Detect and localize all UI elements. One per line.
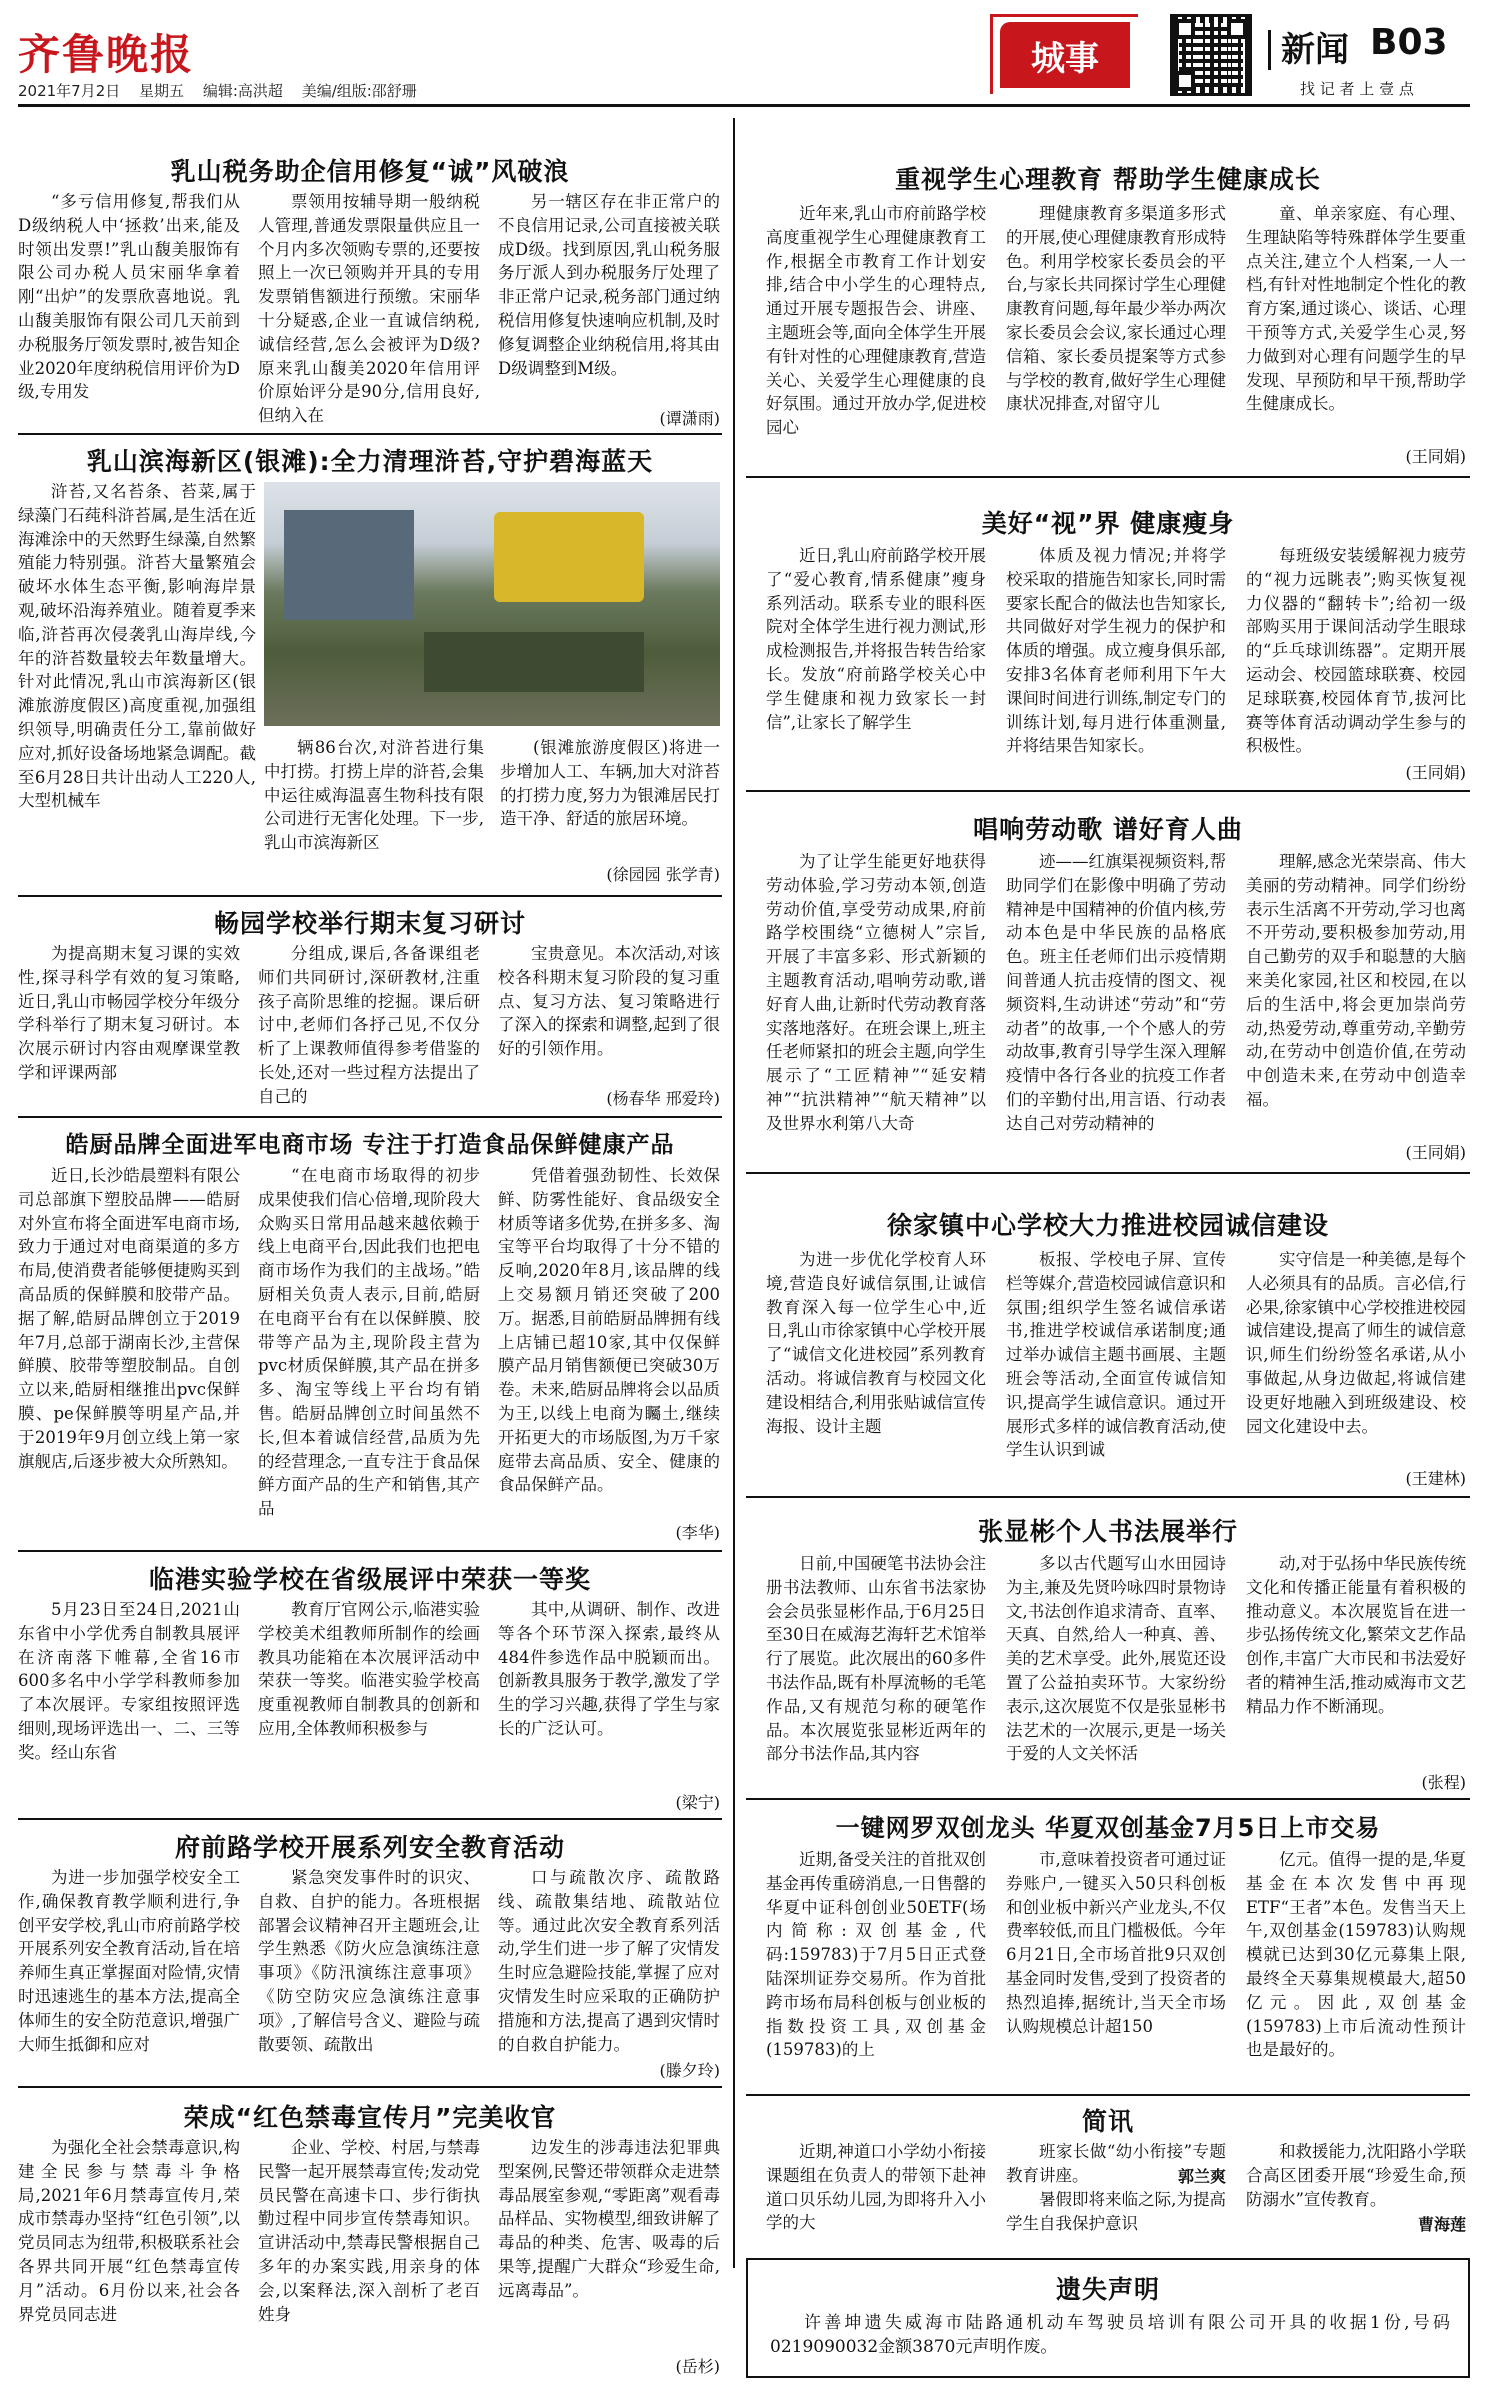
- headline-vision: 美好“视”界 健康瘦身: [981, 509, 1235, 538]
- etf-col1: 近期,备受关注的首批双创基金再传重磅消息,一日售罄的华夏中证科创创业50ETF(场内简称:双创基金,代码:159783)于7月5日正式登陆深圳证券交易所。作为首批跨市场布局科创板与创业板的指数投资工具,双创基金(159783)的上: [766, 1850, 986, 2060]
- divider: [746, 1798, 1470, 1800]
- issue-date: 2021年7月2日: [18, 82, 121, 100]
- drug-col1: 为强化全社会禁毒意识,构建全民参与禁毒斗争格局,2021年6月禁毒宣传月,荣成市禁毒办坚持“红色引领”,以党员同志为纽带,积极联系社会各界共同开展“红色禁毒宣传月”活动。6月份以来,社会各界党员同志进: [18, 2138, 240, 2324]
- brief-col3: 和救援能力,沈阳路小学联合高区团委开展“珍爱生命,预防溺水”宣传教育。: [1246, 2142, 1466, 2209]
- masthead-meta: [18, 80, 431, 101]
- brief-byline-2: 曹海莲: [1417, 2215, 1466, 2234]
- headline-lingang: 临港实验学校在省级展评中荣获一等奖: [148, 1565, 591, 1594]
- labor-col1: 为了让学生能更好地获得劳动体验,学习劳动本领,创造劳动价值,享受劳动成果,府前路学校围绕“立德树人”宗旨,开展了丰富多彩、形式新颖的主题教育活动,唱响劳动歌,谱好育人曲,让新时代劳动教育落实落地落好。在班会课上,班主任老师紧扣的班会主题,向学生展示了“工匠精神”“延安精神”“抗洪精神”“航天精神”以及世界水利第八大奇: [766, 852, 986, 1133]
- calligraphy-byline: (张程): [1421, 1773, 1466, 1792]
- calligraphy-col3: 动,对于弘扬中华民族传统文化和传播正能量有着积极的推动意义。本次展览旨在进一步弘扬传统文化,繁荣文艺作品创作,丰富广大市民和书法爱好者的精神生活,推动威海市文艺精品力作不断涌现。: [1246, 1554, 1466, 1716]
- seaweed-cleanup-photo: [264, 482, 720, 726]
- lingang-col3: 其中,从调研、制作、改进等各个环节深入探索,最终从484件参选作品中脱颖而出。创新教具服务于教学,激发了学生的学习兴趣,获得了学生与家长的广泛认可。: [498, 1600, 720, 1738]
- drug-byline: (岳杉): [675, 2357, 720, 2376]
- headline-etf: 一键网罗双创龙头 华夏双创基金7月5日上市交易: [835, 1814, 1381, 1842]
- editor-credit: 编辑:高洪超: [202, 82, 283, 100]
- divider: [746, 476, 1470, 478]
- section-name: 新闻: [1268, 22, 1349, 71]
- vision-col3: 每班级安装缓解视力疲劳的“视力远眺表”;购买恢复视力仪器的“翻转卡”;给初一级部购买用于课间活动学生眼球的“乒乓球训练器”。定期开展运动会、校园篮球联赛、校园足球联赛,校园体育节,拔河比赛等体育活动调动学生参与的积极性。: [1246, 546, 1466, 756]
- vision-col2: 体质及视力情况;并将学校采取的措施告知家长,同时需要家长配合的做法也告知家长,共同做好对学生视力的保护和体质的增强。成立瘦身俱乐部,安排3名体育老师利用下午大课间时间进行训练,制定专门的训练计划,每月进行体重测量,并将结果告知家长。: [1006, 546, 1226, 756]
- changyuan-col1: 为提高期末复习课的实效性,探寻科学有效的复习策略,近日,乳山市畅园学校分年级分学科举行了期末复习研讨。本次展示研讨内容由观摩课堂教学和评课两部: [18, 944, 240, 1082]
- lost-notice-title: 遗失声明: [1055, 2275, 1160, 2304]
- tagline: 找 记 者 上 壹 点: [1300, 80, 1414, 98]
- xujia-col3: 实守信是一种美德,是每个人必须具有的品质。言必信,行必果,徐家镇中心学校推进校园诚信建设,提高了师生的诚信意识,师生们纷纷签名承诺,从小事做起,从身边做起,将诚信建设更好地融入到班级建设、校园文化建设中去。: [1246, 1250, 1466, 1436]
- brief-col2: 班家长做“幼小衔接”专题教育讲座。: [1006, 2142, 1226, 2185]
- divider: [18, 895, 722, 897]
- lingang-col2: 教育厅官网公示,临港实验学校美术组教师所制作的绘画教具功能箱在本次展评活动中荣获一等奖。临港实验学校高度重视教师自制教具的创新和应用,全体教师积极参与: [258, 1600, 480, 1738]
- fuqian-col3: 口与疏散次序、疏散路线、疏散集结地、疏散站位等。通过此次安全教育系列活动,学生们进一步了解了灾情发生时应急避险技能,掌握了应对灾情发生时应采取的正确防护措施和方法,提高了遇到灾情时的自救自护能力。: [498, 1868, 720, 2054]
- fuqian-byline: (滕夕玲): [659, 2061, 720, 2080]
- fuqian-col1: 为进一步加强学校安全工作,确保教育教学顺利进行,争创平安学校,乳山市府前路学校开展系列安全教育活动,旨在培养师生真正掌握面对险情,灾情时迅速逃生的基本方法,提高全体师生的安全防范意识,增强广大师生抵御和应对: [18, 1868, 240, 2054]
- haochu-byline: (李华): [675, 1523, 720, 1542]
- brief-col1: 近期,神道口小学幼小衔接课题组在负责人的带领下赴神道口贝乐幼儿园,为即将升入小学的大: [766, 2142, 986, 2233]
- designer-credit: 美编/组版:邵舒珊: [301, 82, 417, 100]
- haochu-col3: 凭借着强劲韧性、长效保鲜、防雾性能好、食品级安全材质等诸多优势,在拼多多、淘宝等平台均取得了十分不错的反响,2020年8月,该品牌的线上交易额月销还突破了200万。据悉,目前皓厨品牌拥有线上店铺已超10家,其中仅保鲜膜产品月销售额便已突破30万卷。未来,皓厨品牌将会以品质为王,以线上电商为矚土,继续开拓更大的市场版图,为万千家庭带去高品质、安全、健康的食品保鲜产品。: [498, 1166, 720, 1495]
- tax-byline: (谭潇雨): [659, 409, 720, 428]
- drug-col2: 企业、学校、村居,与禁毒民警一起开展禁毒宣传;发动党员民警在高速卡口、步行街执勤过程中同步宣传禁毒知识。宣讲活动中,禁毒民警根据自己多年的办案实践,用亲身的体会,以案释法,深入剖析了老百姓身: [258, 2138, 480, 2324]
- divider: [746, 1496, 1470, 1498]
- vision-byline: (王同娟): [1405, 763, 1466, 782]
- divider: [18, 433, 722, 435]
- tax-col1: “多亏信用修复,帮我们从D级纳税人中‘拯救’出来,能及时领出发票!”乳山馥美服饰有限公司办税人员宋丽华拿着刚“出炉”的发票欣喜地说。乳山馥美服饰有限公司几天前到办税服务厅领发票时,被告知企业2020年度纳税信用评价为D级,专用发: [18, 192, 240, 402]
- etf-col3: 亿元。值得一提的是,华夏基金在本次发售中再现ETF“王者”本色。发售当天上午,双创基金(159783)认购规模就已达到30亿元募集上限,最终全天募集规模最大,超50亿元。因此,双创基金(159783)上市后流动性预计也是最好的。: [1246, 1850, 1466, 2060]
- changyuan-col2: 分组成,课后,各备课组老师们共同研讨,深研教材,注重孩子高阶思维的挖掘。课后研讨中,老师们各抒己见,不仅分析了上课教师值得参考借鉴的长处,还对一些过程方法提出了自己的: [258, 944, 480, 1106]
- fuqian-col2: 紧急突发事件时的识灾、自救、自护的能力。各班根据部署会议精神召开主题班会,让学生熟悉《防火应急演练注意事项》《防汛演练注意事项》《防空防灾应急演练注意事项》,了解信号含义、避险与疏散要领、疏散出: [258, 1868, 480, 2054]
- lingang-byline: (梁宁): [675, 1793, 720, 1812]
- headline-haochu: 皓厨品牌全面进军电商市场 专注于打造食品保鲜健康产品: [65, 1132, 675, 1158]
- silver-byline: (徐园园 张学青): [606, 865, 720, 884]
- headline-xujia: 徐家镇中心学校大力推进校园诚信建设: [886, 1211, 1329, 1240]
- divider: [746, 790, 1470, 792]
- labor-col2: 迹——红旗渠视频资料,帮助同学们在影像中明确了劳动精神是中国精神的价值内核,劳动本色是中华民族的品格底色。班主任老师们出示疫情期间普通人抗击疫情的图文、视频资料,生动讲述“劳动”和“劳动者”的故事,一个个感人的劳动故事,教育引导学生深入理解疫情中各行各业的抗疫工作者们的辛勤付出,用言语、行动表达自己对劳动精神的: [1006, 852, 1226, 1133]
- headline-silver-beach: 乳山滨海新区(银滩):全力清理浒苔,守护碧海蓝天: [86, 447, 654, 476]
- divider: [18, 1550, 722, 1552]
- calligraphy-col1: 日前,中国硬笔书法协会注册书法教师、山东省书法家协会会员张显彬作品,于6月25日至30日在威海艺海轩艺术馆举行了展览。此次展出的60多件书法作品,既有朴厚流畅的毛笔作品,又有规范匀称的硬笔作品。本次展览张显彬近两年的部分书法作品,其内容: [766, 1554, 986, 1764]
- changyuan-col3: 宝贵意见。本次活动,对该校各科期末复习阶段的复习重点、复习方法、复习策略进行了深入的探索和调整,起到了很好的引领作用。: [498, 944, 720, 1059]
- haochu-col1: 近日,长沙皓晨塑料有限公司总部旗下塑胶品牌——皓厨对外宣布将全面进军电商市场,致力于通过对电商渠道的多方布局,使消费者能够便捷购买到高品质的保鲜膜和胶带产品。据了解,皓厨品牌创立于2019年7月,总部于湖南长沙,主营保鲜膜、胶带等塑胶制品。自创立以来,皓厨相继推出pvc保鲜膜、pe保鲜膜等明星产品,并于2019年9月创立线上第一家旗舰店,后逐步被大众所熟知。: [18, 1166, 240, 1471]
- labor-col3: 理解,感念光荣崇高、伟大美丽的劳动精神。同学们纷纷表示生活离不开劳动,学习也离不开劳动,要积极参加劳动,用自己勤劳的双手和聪慧的大脑来美化家园,社区和校园,在以后的生活中,将会更加崇尚劳动,热爱劳动,尊重劳动,辛勤劳动,在劳动中创造价值,在劳动中创造未来,在劳动中创造幸福。: [1246, 852, 1466, 1109]
- silver-col1: 浒苔,又名苔条、苔菜,属于绿藻门石莼科浒苔属,是生活在近海滩涂中的天然野生绿藻,自然繁殖能力特别强。浒苔大量繁殖会破坏水体生态平衡,影响海岸景观,破坏沿海养殖业。随着夏季来临,浒苔再次侵袭乳山海岸线,今年的浒苔数量较去年数量增大。针对此情况,乳山市滨海新区(银滩旅游度假区)高度重视,加强组织领导,明确责任分工,靠前做好应对,抓好设备场地紧急调配。截至6月28日共计出动人工220人,大型机械车: [18, 482, 256, 811]
- labor-byline: (王同娟): [1405, 1143, 1466, 1162]
- divider: [746, 1172, 1470, 1174]
- divider: [18, 1116, 722, 1118]
- psych-col2: 理健康教育多渠道多形式的开展,使心理健康教育形成特色。利用学校家长委员会的平台,与家长共同探讨学生心理健康教育问题,每年最少举办两次家长委员会会议,家长通过心理信箱、家长委员提案等方式参与学校的教育,做好学生心理健康状况排查,对留守儿: [1006, 204, 1226, 414]
- headline-changyuan: 畅园学校举行期末复习研讨: [213, 909, 526, 938]
- haochu-col2: “在电商市场取得的初步成果使我们信心倍增,现阶段大众购买日常用品越来越依赖于线上电商平台,因此我们也把电商市场作为我们的主战场。”皓厨相关负责人表示,目前,皓厨在电商平台有在以保鲜膜、胶带等产品为主,现阶段主营为pvc材质保鲜膜,其产品在拼多多、淘宝等线上平台均有销售。皓厨品牌创立时间虽然不长,但本着诚信经营,品质为先的经营理念,一直专注于食品保鲜方面产品的生产和销售,其产品: [258, 1166, 480, 1519]
- section-badge: 城事: [1000, 22, 1130, 88]
- xujia-byline: (王建林): [1405, 1469, 1466, 1488]
- divider: [18, 2086, 722, 2088]
- brief-byline-1: 郭兰爽: [1177, 2167, 1226, 2186]
- psych-col1: 近年来,乳山市府前路学校高度重视学生心理健康教育工作,根据全市教育工作计划安排,结合中小学生的心理特点,通过开展专题报告会、讲座、主题班会等,面向全体学生开展有针对性的心理健康教育,营造关心、关爱学生心理健康的良好氛围。通过开放办学,促进校园心: [766, 204, 986, 438]
- divider: [18, 1818, 722, 1820]
- page-number: B03: [1370, 22, 1448, 63]
- headline-psych: 重视学生心理教育 帮助学生健康成长: [895, 165, 1321, 194]
- headline-fuqian: 府前路学校开展系列安全教育活动: [174, 1833, 565, 1862]
- drug-col3: 边发生的涉毒违法犯罪典型案例,民警还带领群众走进禁毒品展室参观,“零距离”观看毒品样品、实物模型,细致讲解了毒品的种类、危害、吸毒的后果等,提醒广大群众“珍爱生命,远离毒品”。: [498, 2138, 720, 2300]
- headline-calligraphy: 张显彬个人书法展举行: [977, 1517, 1238, 1546]
- xujia-col2: 板报、学校电子屏、宣传栏等媒介,营造校园诚信意识和氛围;组织学生签名诚信承诺书,推进学校诚信承诺制度;通过举办诚信主题书画展、主题班会等活动,全面宣传诚信知识,提高学生诚信意识。通过开展形式多样的诚信教育活动,使学生认识到诚: [1006, 1250, 1226, 1460]
- psych-col3: 童、单亲家庭、有心理、生理缺陷等特殊群体学生要重点关注,建立个人档案,一人一档,有针对性地制定个性化的教育方案,通过谈心、谈话、心理干预等方式,关爱学生心灵,努力做到对心理有问题学生的早发现、早预防和早干预,帮助学生健康成长。: [1246, 204, 1466, 414]
- headline-brief: 简讯: [1081, 2107, 1134, 2136]
- changyuan-byline: (杨春华 邢爱玲): [606, 1089, 720, 1108]
- headline-labor: 唱响劳动歌 谱好育人曲: [973, 815, 1243, 844]
- psych-byline: (王同娟): [1405, 447, 1466, 466]
- etf-col2: 市,意味着投资者可通过证券账户,一键买入50只科创板和创业板中新兴产业龙头,不仅费率较低,而且门槛极低。今年6月21日,全市场首批9只双创基金同时发售,受到了投资者的热烈追捧,据统计,当天全市场认购规模总计超150: [1006, 1850, 1226, 2036]
- lingang-col1: 5月23日至24日,2021山东省中小学优秀自制教具展评在济南落下帷幕,全省16市600多名中小学学科教师参加了本次展评。专家组按照评选细则,现场评选出一、二、三等奖。经山东省: [18, 1600, 240, 1762]
- brief-col2b: 暑假即将来临之际,为提高学生自我保护意识: [1006, 2190, 1226, 2233]
- tax-col3: 另一辖区存在非正常户的不良信用记录,公司直接被关联成D级。找到原因,乳山税务服务厅派人到办税服务厅处理了非正常户记录,税务部门通过纳税信用修复快速响应机制,及时修复调整企业纳税信用,将其由D级调整到M级。: [498, 192, 720, 378]
- masthead-rule: [18, 104, 1470, 107]
- vision-col1: 近日,乳山府前路学校开展了“爱心教育,情系健康”瘦身系列活动。联系专业的眼科医院对全体学生进行视力测试,形成检测报告,并将报告转告给家长。发放“府前路学校关心中学生健康和视力致家长一封信”,让家长了解学生: [766, 546, 986, 732]
- lost-notice-body: 许善坤遗失威海市陆路通机动车驾驶员培训有限公司开具的收据1份,号码0219090032金额3870元声明作废。: [770, 2313, 1450, 2357]
- tax-col2: 票领用按辅导期一般纳税人管理,普通发票限量供应且一个月内多次领购专票的,还要按照上一次已领购并开具的专用发票销售额进行预缴。宋丽华十分疑惑,企业一直诚信纳税,诚信经营,怎么会被评为D级?原来乳山馥美2020年信用评价原始评分是90分,信用良好,但纳入在: [258, 192, 480, 426]
- xujia-col1: 为进一步优化学校育人环境,营造良好诚信氛围,让诚信教育深入每一位学生心中,近日,乳山市徐家镇中心学校开展了“诚信文化进校园”系列教育活动。将诚信教育与校园文化建设相结合,利用张贴诚信宣传海报、设计主题: [766, 1250, 986, 1436]
- column-divider: [733, 118, 735, 2268]
- headline-anti-drug: 荣成“红色禁毒宣传月”完美收官: [183, 2103, 557, 2132]
- calligraphy-col2: 多以古代题写山水田园诗为主,兼及先贤吟咏四时景物诗文,书法创作追求清奇、直率、天真、自然,给人一种真、善、美的艺术享受。此外,展览还设置了公益拍卖环节。大家纷纷表示,这次展览不仅是张显彬书法艺术的一次展示,更是一场关于爱的人文关怀活: [1006, 1554, 1226, 1764]
- divider: [746, 2094, 1470, 2096]
- headline-tax: 乳山税务助企信用修复“诚”风破浪: [170, 157, 570, 186]
- newspaper-logo: 齐鲁晚报: [18, 30, 195, 79]
- silver-col2: 辆86台次,对浒苔进行集中打捞。打捞上岸的浒苔,会集中运往威海温喜生物科技有限公司进行无害化处理。下一步,乳山市滨海新区: [264, 738, 484, 853]
- qr-code-icon[interactable]: [1170, 14, 1252, 96]
- issue-weekday: 星期五: [139, 82, 185, 100]
- silver-col3: (银滩旅游度假区)将进一步增加人工、车辆,加大对浒苔的打捞力度,努力为银滩居民打造干净、舒适的旅居环境。: [500, 738, 720, 829]
